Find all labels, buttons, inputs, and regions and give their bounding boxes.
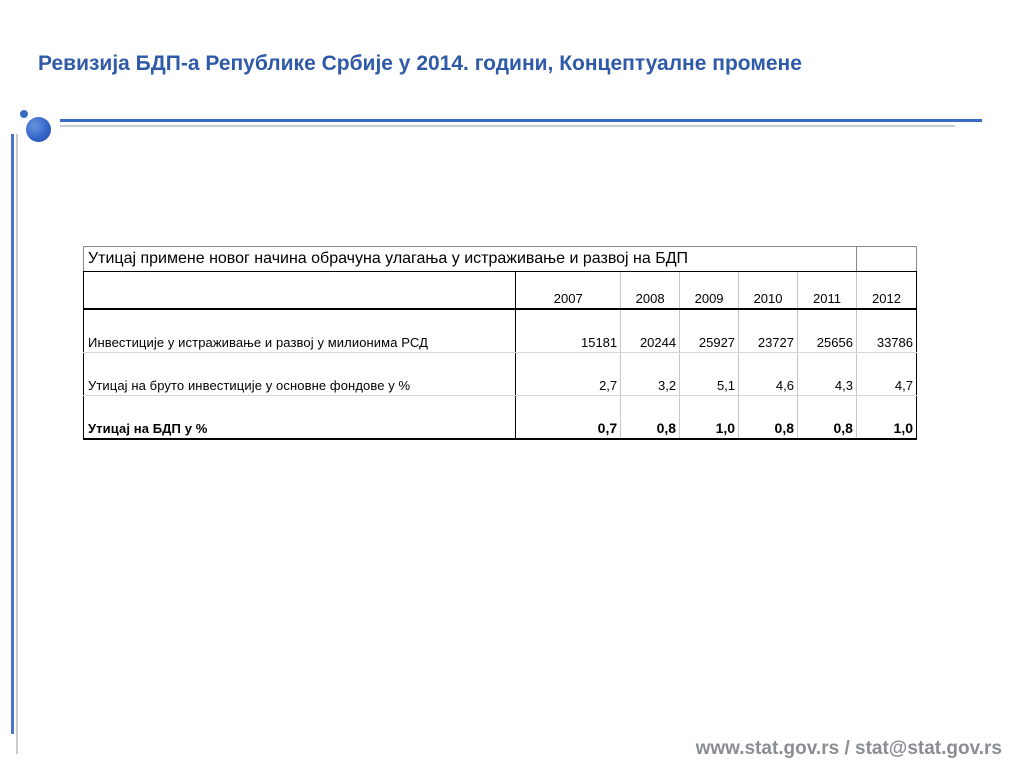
header-rule-gray <box>60 125 955 127</box>
table-row-total <box>84 396 917 440</box>
table-title: Утицај примене новог начина обрачуна улагања у истраживање и развој на БДП <box>84 247 857 272</box>
year-header: 2008 <box>621 272 680 310</box>
slide-title: Ревизија БДП-а Републике Србије у 2014. години, Концептуалне промене <box>38 52 802 75</box>
header-label-cell <box>84 272 516 310</box>
table-header-row <box>84 272 917 310</box>
table-cell: 0,8 <box>621 396 680 440</box>
rd-impact-table <box>83 246 917 440</box>
logo-dot-small <box>20 110 28 118</box>
table-title-row <box>84 247 917 272</box>
table-cell: 4,7 <box>856 353 916 396</box>
side-rule-blue <box>11 134 14 734</box>
table-cell: 0,7 <box>516 396 621 440</box>
table-cell: 4,3 <box>798 353 857 396</box>
table-cell: 0,8 <box>798 396 857 440</box>
table-title-empty-cell <box>856 247 916 272</box>
table-cell: 3,2 <box>621 353 680 396</box>
table-cell: 25656 <box>798 309 857 353</box>
year-header: 2009 <box>680 272 739 310</box>
year-header: 2010 <box>739 272 798 310</box>
table-cell: 25927 <box>680 309 739 353</box>
year-header: 2011 <box>798 272 857 310</box>
table-cell: 0,8 <box>739 396 798 440</box>
table-cell: 1,0 <box>856 396 916 440</box>
year-header: 2012 <box>856 272 916 310</box>
table-cell: 4,6 <box>739 353 798 396</box>
row-label: Утицај на бруто инвестиције у основне фондове у % <box>84 353 516 396</box>
footer-contact: www.stat.gov.rs / stat@stat.gov.rs <box>695 738 1002 759</box>
table-cell: 33786 <box>856 309 916 353</box>
header-rule-blue <box>60 119 982 122</box>
logo-dot-large <box>26 117 51 142</box>
table-cell: 15181 <box>516 309 621 353</box>
row-label: Утицај на БДП у % <box>84 396 516 440</box>
year-header: 2007 <box>516 272 621 310</box>
table-row <box>84 309 917 353</box>
table-cell: 1,0 <box>680 396 739 440</box>
table-cell: 5,1 <box>680 353 739 396</box>
side-rule-gray <box>16 134 18 754</box>
table-cell: 23727 <box>739 309 798 353</box>
table-cell: 2,7 <box>516 353 621 396</box>
table-cell: 20244 <box>621 309 680 353</box>
table-row <box>84 353 917 396</box>
row-label: Инвестиције у истраживање и развој у милионима РСД <box>84 309 516 353</box>
